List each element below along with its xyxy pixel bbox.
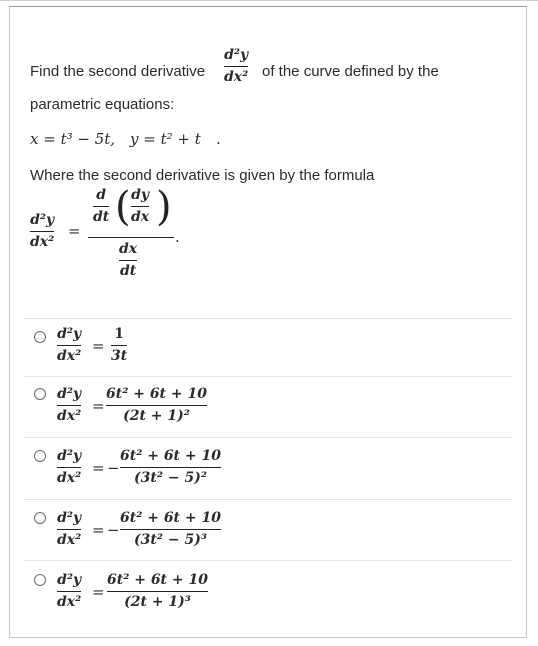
formula-denominator-dt: dt xyxy=(119,263,137,279)
formula-d-dt xyxy=(93,187,109,226)
formula-lhs-numerator: d²y xyxy=(30,212,55,228)
option-1-equals: = xyxy=(92,337,105,355)
formula-dx: dx xyxy=(131,209,150,225)
formula-d-dt-bar xyxy=(93,206,109,207)
equation-y: y = t² + t xyxy=(130,130,201,148)
option-3-rhs xyxy=(120,448,221,487)
divider xyxy=(24,560,512,561)
formula-dy-dx-bar xyxy=(131,206,149,207)
option-1-rhs xyxy=(111,326,127,365)
option-4-rhs-denominator: (3t² − 5)³ xyxy=(134,532,207,548)
option-5-lhs-numerator: d²y xyxy=(57,572,82,588)
option-3-equals: = xyxy=(92,459,105,477)
radio-button-option-1[interactable] xyxy=(34,331,46,343)
formula-left-paren: ( xyxy=(115,184,131,230)
divider xyxy=(24,318,512,319)
intro-text-after: of the curve defined by the xyxy=(262,63,439,80)
formula-main-bar xyxy=(88,237,174,238)
option-5-rhs xyxy=(107,572,208,611)
top-rule xyxy=(0,0,538,1)
option-2-lhs-bar xyxy=(57,405,81,406)
intro-fraction-numerator: d²y xyxy=(224,47,249,63)
option-5-lhs-denominator: dx² xyxy=(57,594,82,610)
divider xyxy=(24,376,512,377)
formula-denominator-dx: dx xyxy=(119,241,138,257)
formula-intro-text: Where the second derivative is given by the formula xyxy=(30,167,375,184)
formula-dx-dt xyxy=(119,241,137,280)
radio-button-option-5[interactable] xyxy=(34,574,46,586)
option-4-rhs xyxy=(120,510,221,549)
option-3-sign: − xyxy=(107,459,120,477)
option-2-rhs-denominator: (2t + 1)² xyxy=(123,408,190,424)
option-4-lhs-numerator: d²y xyxy=(57,510,82,526)
option-1-rhs-numerator: 1 xyxy=(114,326,124,342)
option-3-lhs xyxy=(57,448,81,487)
option-2-lhs xyxy=(57,386,81,425)
divider xyxy=(24,499,512,500)
option-5-rhs-bar xyxy=(107,591,208,592)
option-5-rhs-numerator: 6t² + 6t + 10 xyxy=(107,572,208,588)
equation-x: x = t³ − 5t, xyxy=(30,130,116,148)
formula-lhs-fraction xyxy=(30,212,54,251)
formula-lhs-bar xyxy=(30,231,54,232)
option-1-rhs-bar xyxy=(111,345,127,346)
formula-lhs-denominator: dx² xyxy=(30,234,55,250)
option-2-lhs-numerator: d²y xyxy=(57,386,82,402)
option-2-rhs xyxy=(106,386,207,425)
intro-derivative-fraction xyxy=(224,47,248,86)
radio-button-option-2[interactable] xyxy=(34,388,46,400)
option-1-lhs-bar xyxy=(57,345,81,346)
formula-dt: dt xyxy=(93,209,110,225)
formula-right-paren: ) xyxy=(156,184,172,230)
option-1-lhs-numerator: d²y xyxy=(57,326,82,342)
option-3-lhs-denominator: dx² xyxy=(57,470,82,486)
option-3-lhs-bar xyxy=(57,467,81,468)
option-3-rhs-numerator: 6t² + 6t + 10 xyxy=(120,448,221,464)
intro-text-before: Find the second derivative xyxy=(30,63,206,80)
intro-fraction-bar xyxy=(224,66,248,67)
formula-equals: = xyxy=(68,222,81,240)
radio-button-option-4[interactable] xyxy=(34,512,46,524)
option-4-sign: − xyxy=(107,521,120,539)
formula-dy: dy xyxy=(131,187,150,203)
option-3-lhs-numerator: d²y xyxy=(57,448,82,464)
formula-period: . xyxy=(175,228,180,246)
option-5-lhs xyxy=(57,572,81,611)
formula-dx-dt-bar xyxy=(119,260,137,261)
option-2-rhs-bar xyxy=(106,405,207,406)
option-5-lhs-bar xyxy=(57,591,81,592)
option-2-equals: = xyxy=(92,397,105,415)
formula-d: d xyxy=(96,187,107,203)
equation-period: . xyxy=(216,130,221,148)
option-4-lhs xyxy=(57,510,81,549)
option-2-lhs-denominator: dx² xyxy=(57,408,82,424)
option-2-rhs-numerator: 6t² + 6t + 10 xyxy=(106,386,207,402)
option-5-rhs-denominator: (2t + 1)³ xyxy=(124,594,191,610)
option-1-rhs-denominator: 3t xyxy=(111,348,128,364)
formula-dy-dx xyxy=(131,187,149,226)
option-5-equals: = xyxy=(92,583,105,601)
option-4-lhs-bar xyxy=(57,529,81,530)
option-4-lhs-denominator: dx² xyxy=(57,532,82,548)
divider xyxy=(24,437,512,438)
option-4-rhs-numerator: 6t² + 6t + 10 xyxy=(120,510,221,526)
intro-fraction-denominator: dx² xyxy=(224,69,249,85)
option-1-lhs xyxy=(57,326,81,365)
option-4-rhs-bar xyxy=(120,529,221,530)
intro-text-line2: parametric equations: xyxy=(30,96,175,113)
option-4-equals: = xyxy=(92,521,105,539)
option-3-rhs-denominator: (3t² − 5)² xyxy=(134,470,207,486)
option-3-rhs-bar xyxy=(120,467,221,468)
radio-button-option-3[interactable] xyxy=(34,450,46,462)
option-1-lhs-denominator: dx² xyxy=(57,348,82,364)
